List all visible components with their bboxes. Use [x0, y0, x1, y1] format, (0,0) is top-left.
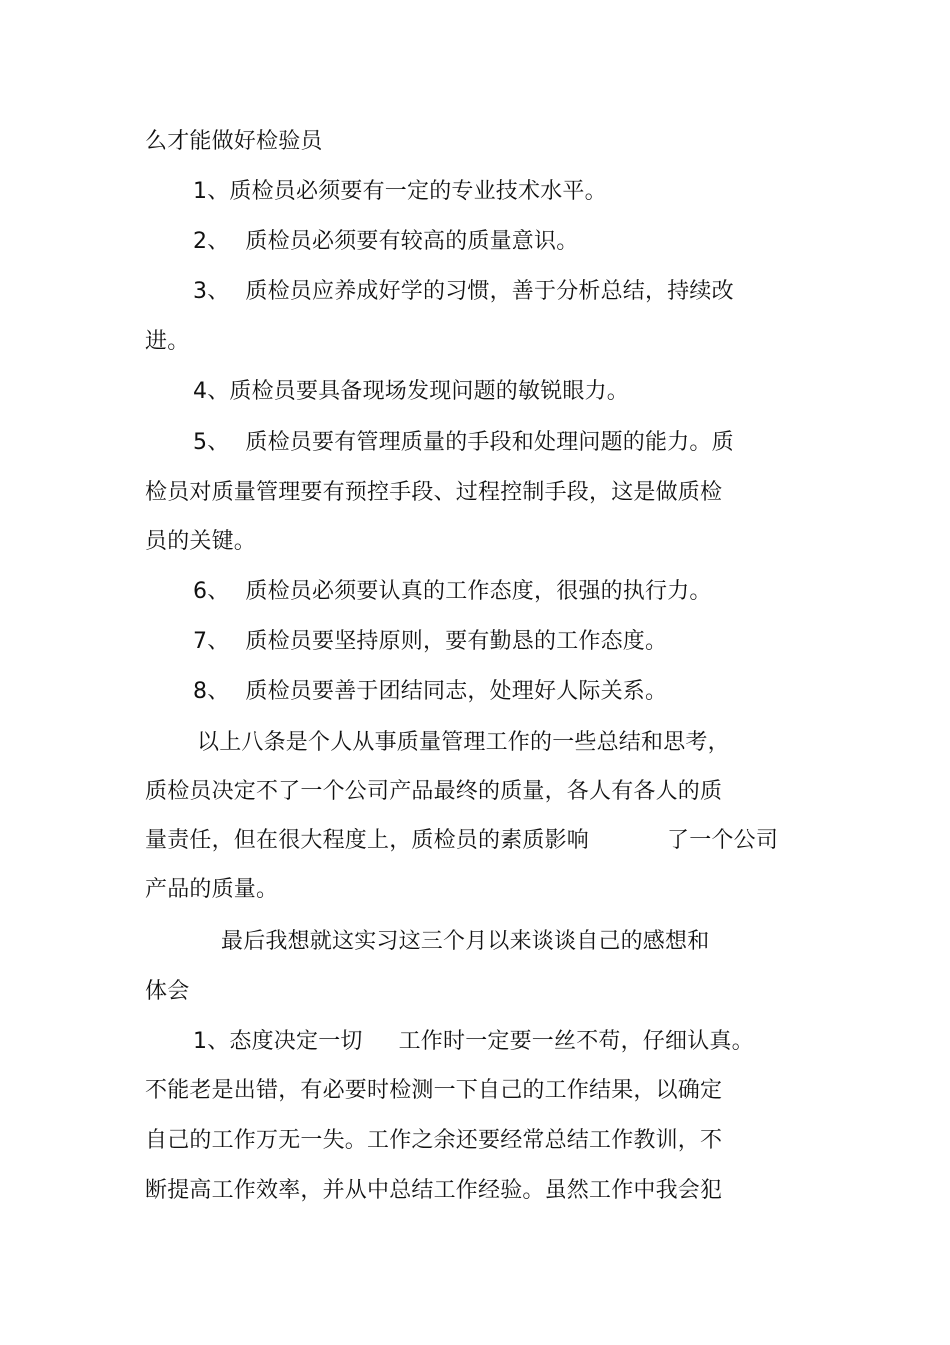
list-item — [193, 628, 667, 656]
summary-line — [145, 827, 778, 855]
list-item — [193, 378, 629, 406]
item-text: 质检员要具备现场发现问题的敏锐眼力。 — [229, 379, 630, 404]
summary-text: 量责任，但在很大程度上，质检员的素质影响 — [145, 828, 590, 853]
summary-line: 产品的质量。 — [145, 877, 279, 902]
list-item — [193, 278, 734, 306]
item-number: 4、 — [193, 379, 230, 404]
point-text: 工作时一定要一丝不苟，仔细认真。 — [398, 1029, 754, 1054]
item-text: 质检员要有管理质量的手段和处理问题的能力。质 — [245, 430, 734, 455]
list-item — [193, 429, 734, 457]
list-item — [193, 228, 578, 256]
section-title: 么才能做好检验员 — [145, 129, 323, 154]
item-text: 质检员必须要有较高的质量意识。 — [245, 229, 579, 254]
item-number: 8、 — [193, 679, 230, 704]
item-number: 5、 — [193, 430, 230, 455]
item-text: 质检员要坚持原则，要有勤恳的工作态度。 — [245, 629, 668, 654]
list-item — [193, 678, 667, 706]
item-number: 7、 — [193, 629, 230, 654]
point-label: 1、态度决定一切 — [193, 1029, 363, 1054]
list-item — [193, 578, 712, 606]
item-text: 质检员必须要有一定的专业技术水平。 — [229, 179, 607, 204]
reflection-heading: 最后我想就这实习这三个月以来谈谈自己的感想和 — [221, 929, 710, 954]
summary-text: 了一个公司 — [667, 828, 779, 853]
point-continuation: 断提高工作效率，并从中总结工作经验。虽然工作中我会犯 — [145, 1178, 723, 1203]
item-text: 质检员应养成好学的习惯，善于分析总结，持续改 — [245, 279, 734, 304]
item-text: 质检员要善于团结同志，处理好人际关系。 — [245, 679, 668, 704]
item-number: 2、 — [193, 229, 230, 254]
point-continuation: 不能老是出错，有必要时检测一下自己的工作结果，以确定 — [145, 1078, 723, 1103]
item-continuation: 检员对质量管理要有预控手段、过程控制手段，这是做质检 — [145, 480, 723, 505]
item-continuation: 进。 — [145, 329, 190, 354]
point-continuation: 自己的工作万无一失。工作之余还要经常总结工作教训，不 — [145, 1128, 723, 1153]
item-number: 3、 — [193, 279, 230, 304]
reflection-point — [193, 1028, 754, 1056]
item-number: 1、 — [193, 179, 230, 204]
summary-line: 质检员决定不了一个公司产品最终的质量，各人有各人的质 — [145, 779, 723, 804]
list-item — [193, 178, 607, 206]
reflection-heading: 体会 — [145, 979, 190, 1004]
item-continuation: 员的关键。 — [145, 529, 257, 554]
item-number: 6、 — [193, 579, 230, 604]
summary-line: 以上八条是个人从事质量管理工作的一些总结和思考， — [197, 730, 730, 755]
item-text: 质检员必须要认真的工作态度，很强的执行力。 — [245, 579, 712, 604]
